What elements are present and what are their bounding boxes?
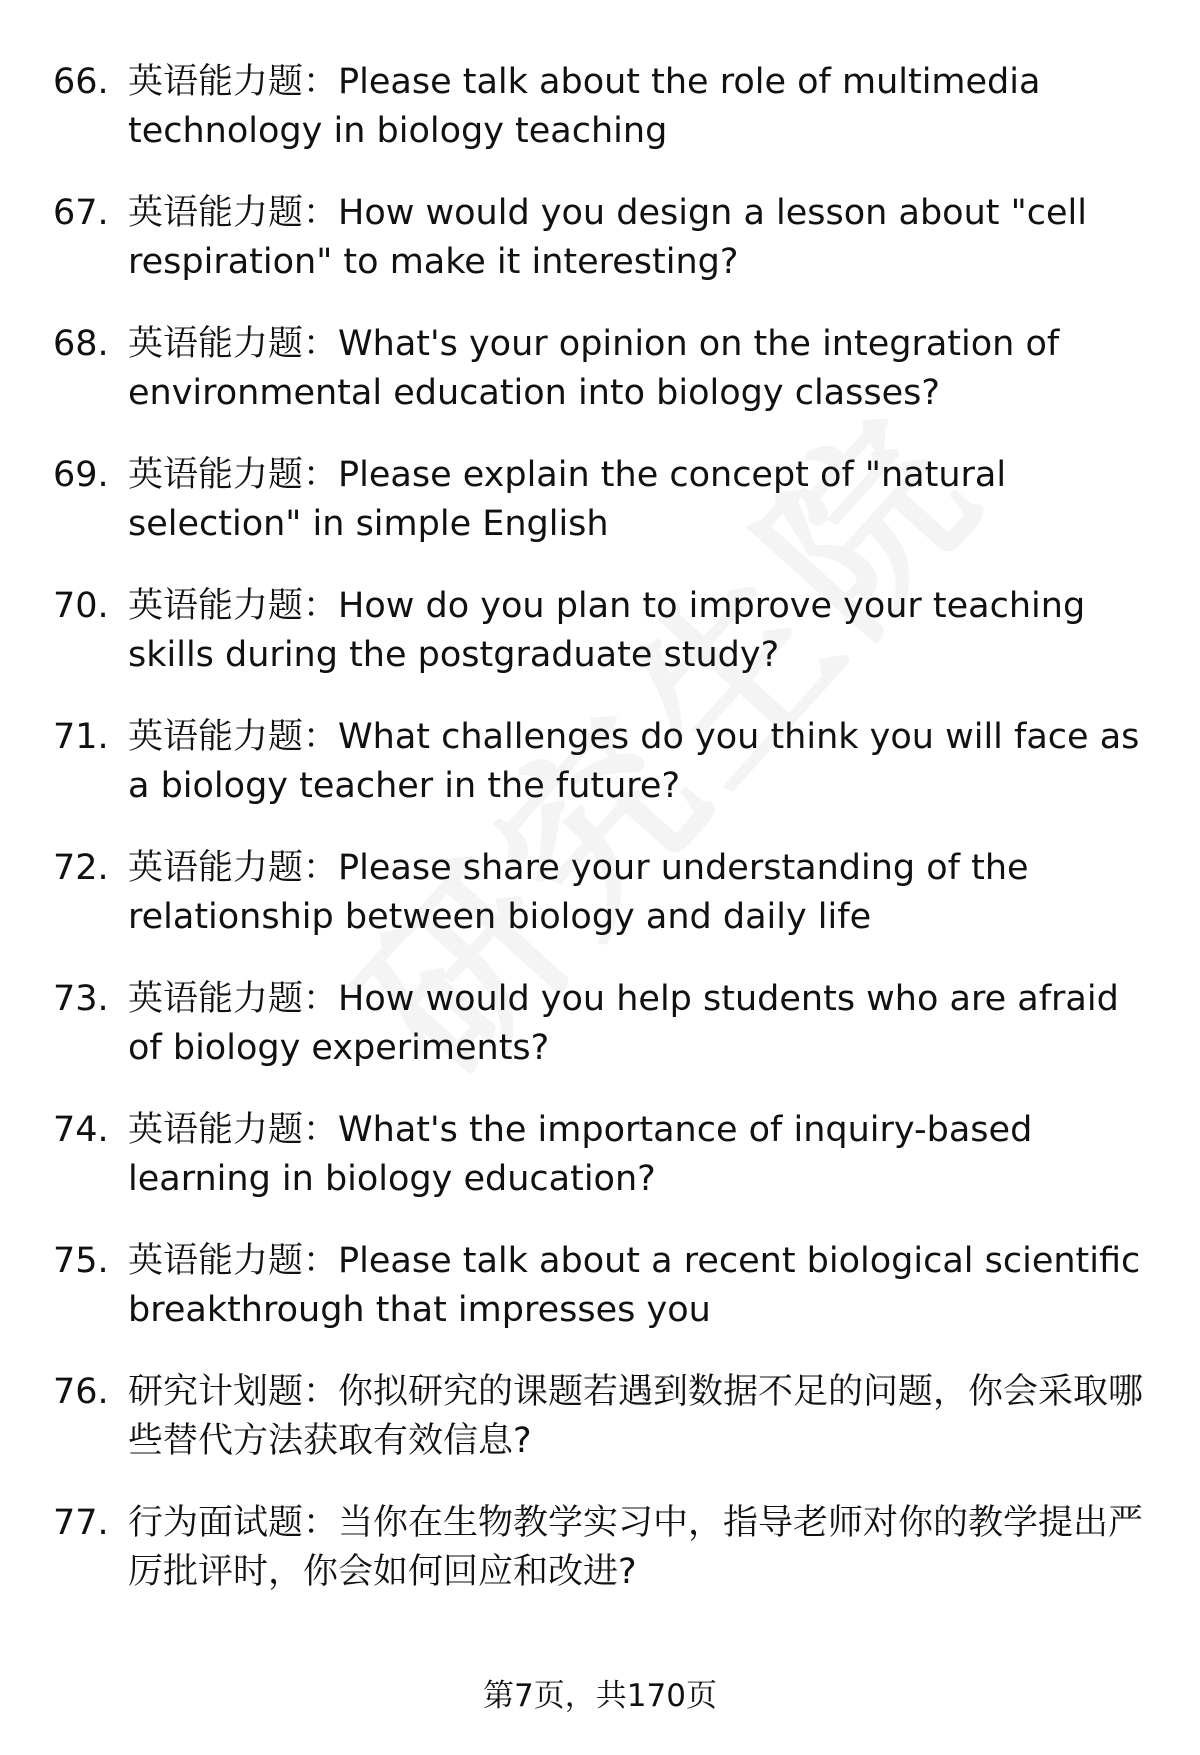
- question-category: 英语能力题 ：: [128, 848, 338, 888]
- question-category: 研究计划题 ：: [128, 1372, 338, 1412]
- question-text: What's your opinion on the integration of environmental education into biology classes?: [128, 324, 1060, 413]
- question-category: 英语能力题 ：: [128, 193, 338, 233]
- question-item: [53, 320, 1163, 418]
- question-category: 英语能力题 ：: [128, 586, 338, 626]
- question-category: 英语能力题 ：: [128, 324, 338, 364]
- question-text: Please share your understanding of the relationship between biology and daily life: [128, 848, 1029, 937]
- question-item: [53, 451, 1163, 549]
- question-body: [128, 320, 1163, 418]
- question-body: [128, 975, 1163, 1073]
- question-category: 英语能力题 ：: [128, 455, 338, 495]
- page-number-footer: 第7页，共170页: [483, 1678, 717, 1714]
- question-text: 你拟研究的课题若遇到数据不足的问题，你会采取哪些替代方法获取有效信息?: [128, 1372, 1144, 1461]
- question-number: 67.: [53, 193, 109, 233]
- question-number: 77.: [53, 1503, 109, 1543]
- question-item: [53, 582, 1163, 680]
- question-number: 74.: [53, 1110, 109, 1150]
- question-text: How do you plan to improve your teaching skills during the postgraduate study?: [128, 586, 1086, 675]
- question-body: [128, 58, 1163, 156]
- question-category: 行为面试题 ：: [128, 1503, 338, 1543]
- question-category: 英语能力题 ：: [128, 717, 338, 757]
- question-body: [128, 582, 1163, 680]
- question-item: [53, 58, 1163, 156]
- question-text: How would you help students who are afraid of biology experiments?: [128, 979, 1119, 1068]
- question-body: [128, 1106, 1163, 1204]
- question-category: 英语能力题 ：: [128, 62, 338, 102]
- question-body: [128, 844, 1163, 942]
- question-text: Please explain the concept of "natural selection" in simple English: [128, 455, 1007, 544]
- question-number: 66.: [53, 62, 109, 102]
- question-category: 英语能力题 ：: [128, 979, 338, 1019]
- question-item: [53, 189, 1163, 287]
- question-item: [53, 1368, 1163, 1466]
- question-list: [53, 58, 1163, 1630]
- question-number: 68.: [53, 324, 109, 364]
- question-body: [128, 189, 1163, 287]
- question-number: 70.: [53, 586, 109, 626]
- question-category: 英语能力题 ：: [128, 1241, 338, 1281]
- question-number: 75.: [53, 1241, 109, 1281]
- question-text: Please talk about the role of multimedia technology in biology teaching: [128, 62, 1041, 151]
- question-number: 76.: [53, 1372, 109, 1412]
- question-number: 71.: [53, 717, 109, 757]
- question-item: [53, 1499, 1163, 1597]
- question-text: Please talk about a recent biological scientific breakthrough that impresses you: [128, 1241, 1141, 1330]
- question-item: [53, 1106, 1163, 1204]
- question-body: [128, 713, 1163, 811]
- question-number: 69.: [53, 455, 109, 495]
- question-body: [128, 1237, 1163, 1335]
- question-number: 72.: [53, 848, 109, 888]
- question-text: 当你在生物教学实习中，指导老师对你的教学提出严厉批评时，你会如何回应和改进?: [128, 1503, 1144, 1592]
- question-item: [53, 975, 1163, 1073]
- question-text: How would you design a lesson about "cell respiration" to make it interesting?: [128, 193, 1087, 282]
- question-category: 英语能力题 ：: [128, 1110, 338, 1150]
- question-text: What's the importance of inquiry-based learning in biology education?: [128, 1110, 1033, 1199]
- question-number: 73.: [53, 979, 109, 1019]
- question-item: [53, 1237, 1163, 1335]
- question-item: [53, 713, 1163, 811]
- question-text: What challenges do you think you will face as a biology teacher in the future?: [128, 717, 1140, 806]
- question-body: [128, 451, 1163, 549]
- question-body: [128, 1368, 1163, 1466]
- question-body: [128, 1499, 1163, 1597]
- question-item: [53, 844, 1163, 942]
